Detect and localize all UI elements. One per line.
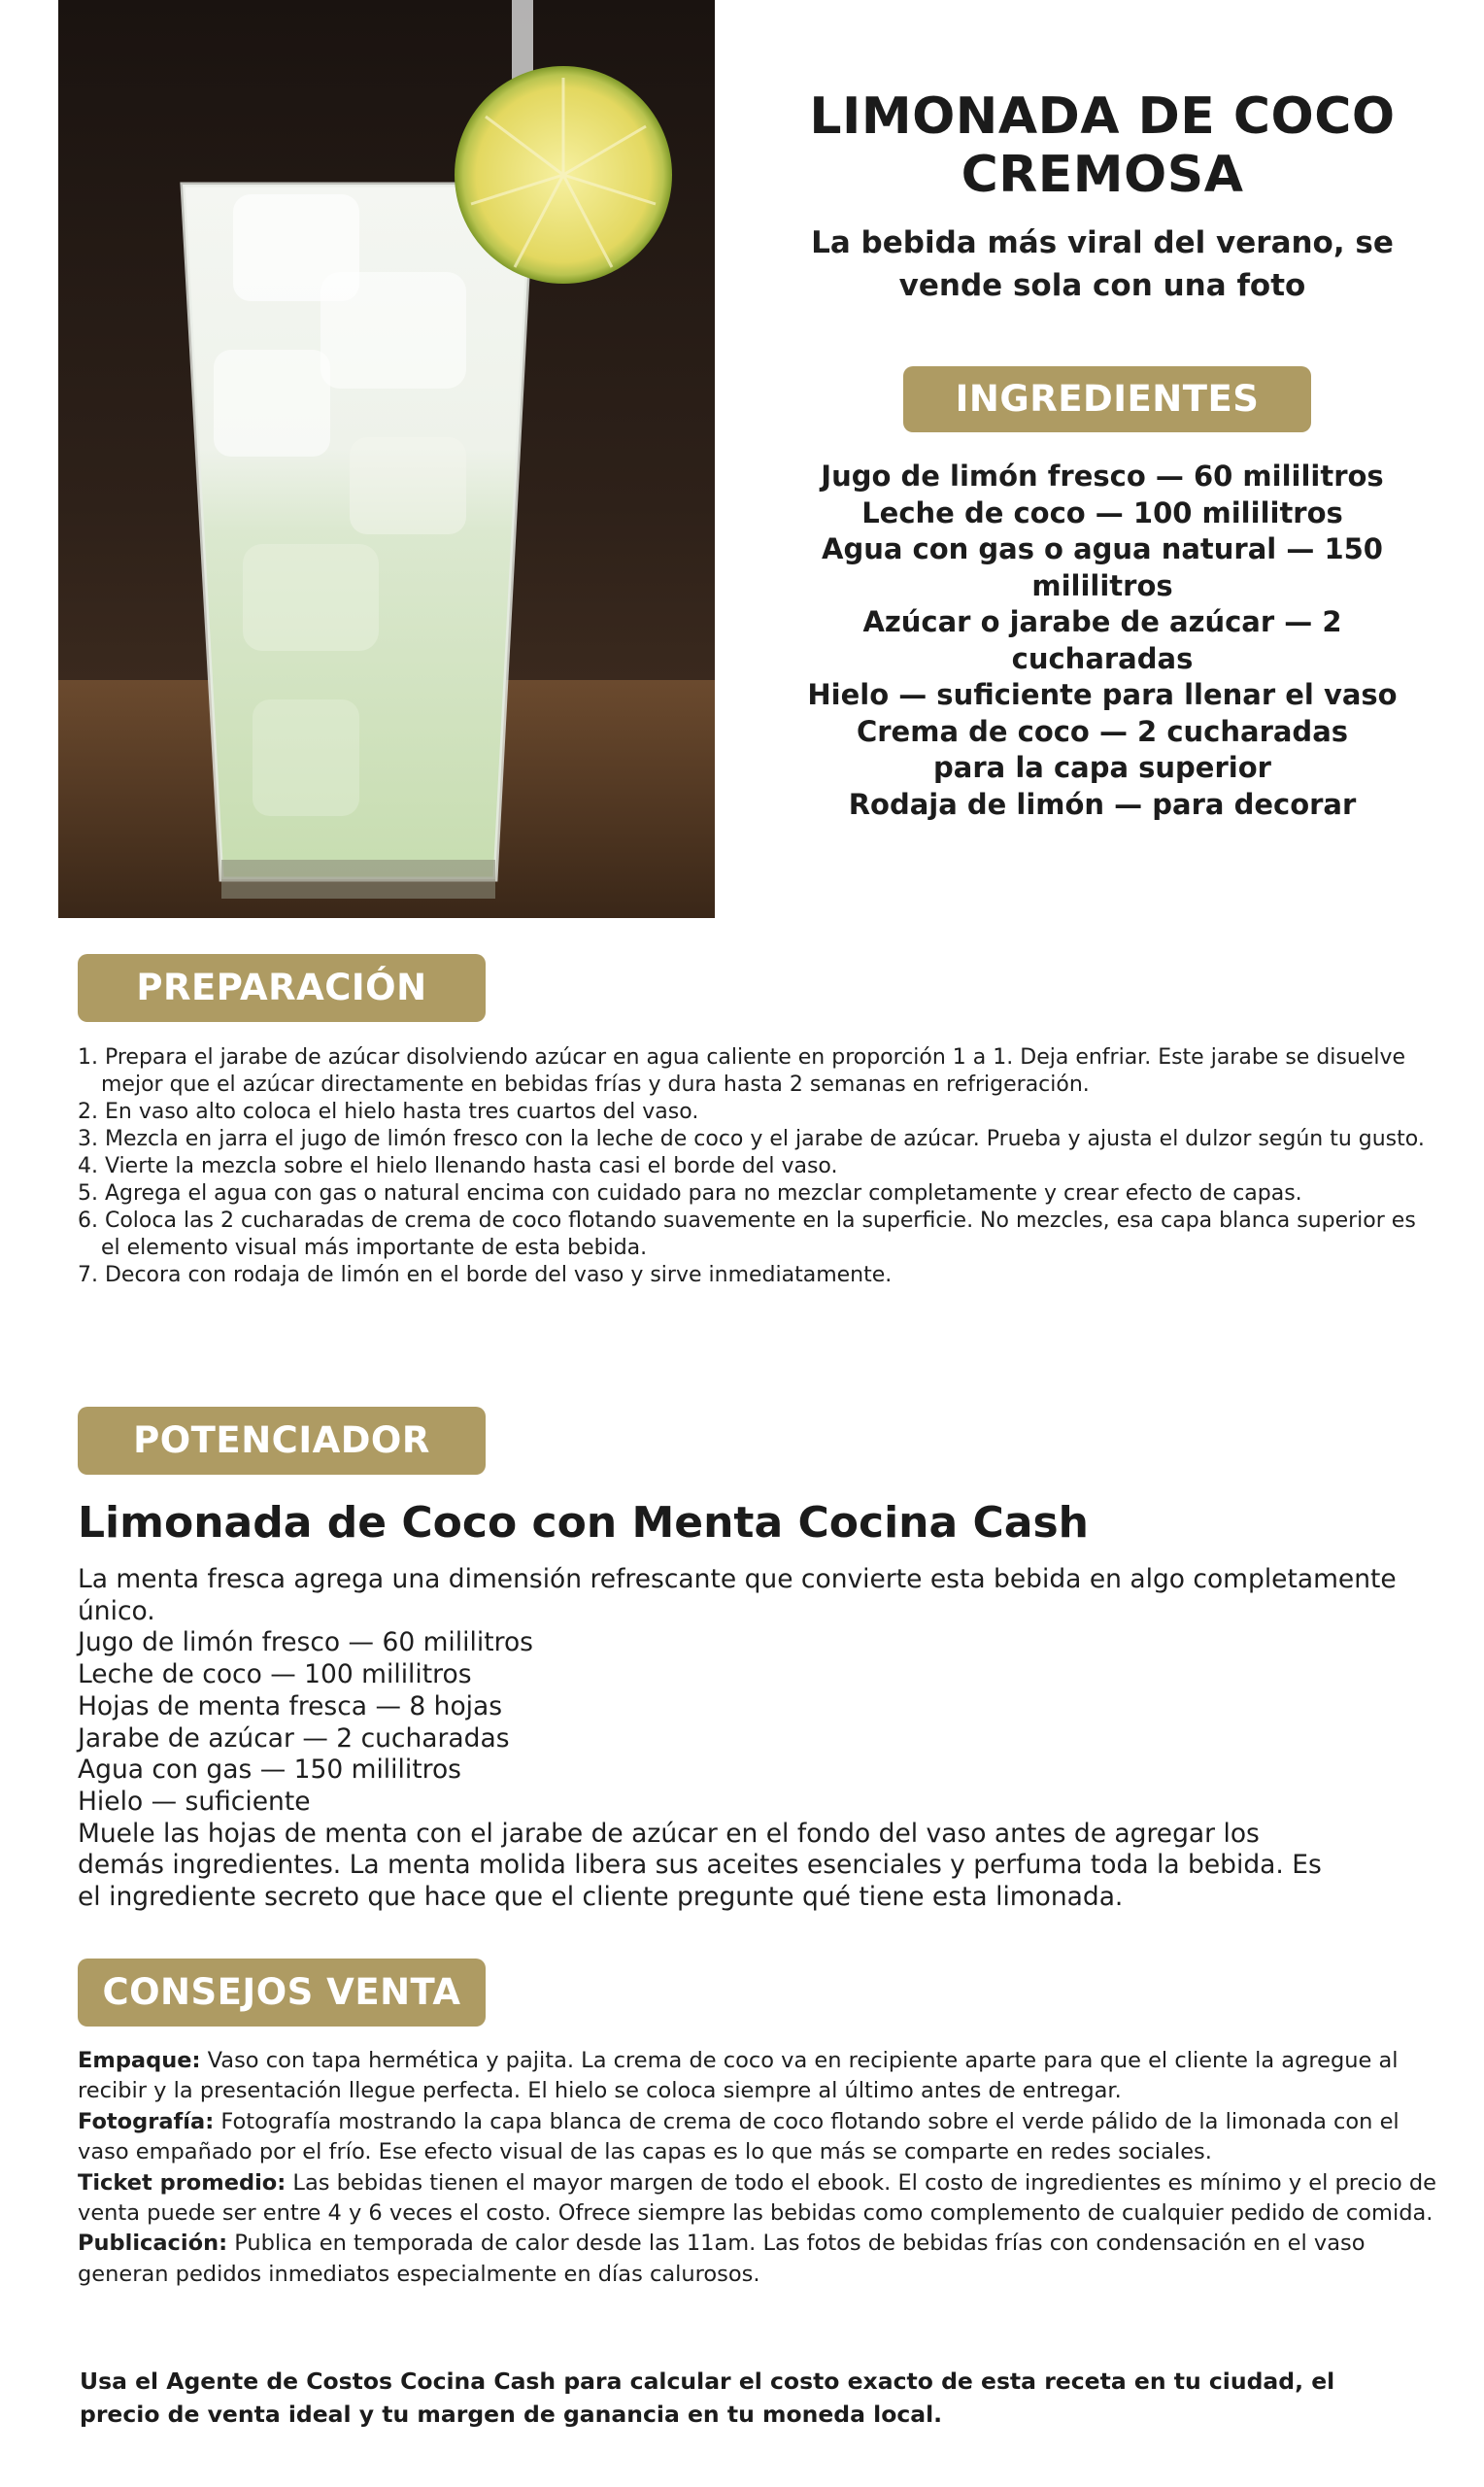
ingredient-item: Rodaja de limón — para decorar [848, 787, 1357, 821]
preparation-heading: PREPARACIÓN [78, 954, 486, 1022]
footer-note: Usa el Agente de Costos Cocina Cash para calcular el costo exacto de esta receta en tu ciudad, el precio de venta ideal y tu margen de ganancia en tu moneda local. [80, 2368, 1335, 2428]
tip-text: Fotografía mostrando la capa blanca de crema de coco flotando sobre el verde pálido de la limonada con el vaso empañado por el frío. Ese efecto visual de las capas es lo que más se comparte en redes sociales. [78, 2108, 1400, 2165]
tip-label: Fotografía: [78, 2108, 215, 2134]
step-item: 4. Vierte la mezcla sobre el hielo llenando hasta casi el borde del vaso. [78, 1154, 838, 1178]
booster-heading: POTENCIADOR [78, 1407, 486, 1475]
step-item: 3. Mezcla en jarra el jugo de limón fresco con la leche de coco y el jarabe de azúcar. Prueba y ajusta el dulzor según tu gusto. [78, 1127, 1425, 1151]
booster-title: Limonada de Coco con Menta Cocina Cash [78, 1498, 1089, 1548]
ingredient-item: Agua con gas o agua natural — 150 mililitros [822, 532, 1383, 602]
booster-note: Muele las hojas de menta con el jarabe de azúcar en el fondo del vaso antes de agregar los demás ingredientes. La menta molida libera sus aceites esenciales y perfuma toda la bebida. Es el ingrediente secreto que hace que el cliente pregunte qué tiene esta limonada. [78, 1818, 1322, 1913]
tip-text: Las bebidas tienen el mayor margen de todo el ebook. El costo de ingredientes es mínimo y el precio de venta puede ser entre 4 y 6 veces el costo. Ofrece siempre las bebidas como complemento de cualquier pedido de comida. [78, 2169, 1437, 2227]
sales-tip [78, 2168, 1447, 2230]
booster-item: Hielo — suficiente [78, 1786, 311, 1817]
step-item: 1. Prepara el jarabe de azúcar disolviendo azúcar en agua caliente en proporción 1 a 1. Deja enfriar. Este jarabe se disuelve mejor que el azúcar directamente en bebidas frías y dura hasta 2 semanas en refrigeración. [78, 1045, 1405, 1097]
booster-intro: La menta fresca agrega una dimensión refrescante que convierte esta bebida en algo completamente único. [78, 1564, 1397, 1626]
step-item: 6. Coloca las 2 cucharadas de crema de coco flotando suavemente en la superficie. No mezcles, esa capa blanca superior es el elemento visual más importante de esta bebida. [78, 1209, 1416, 1260]
sales-tip [78, 2229, 1447, 2290]
recipe-title: LIMONADA DE COCO CREMOSA [809, 87, 1396, 204]
tip-label: Ticket promedio: [78, 2169, 287, 2196]
recipe-subtitle: La bebida más viral del verano, se vende sola con una foto [811, 225, 1394, 303]
step-item: 2. En vaso alto coloca el hielo hasta tres cuartos del vaso. [78, 1100, 699, 1124]
step-item: 5. Agrega el agua con gas o natural encima con cuidado para no mezclar completamente y crear efecto de capas. [78, 1181, 1302, 1206]
sales-tip [78, 2046, 1447, 2107]
tip-label: Empaque: [78, 2048, 201, 2073]
booster-body [78, 1564, 1437, 1914]
booster-item: Jarabe de azúcar — 2 cucharadas [78, 1722, 510, 1754]
step-item: 7. Decora con rodaja de limón en el borde del vaso y sirve inmediatamente. [78, 1263, 893, 1287]
tip-text: Publica en temporada de calor desde las 11am. Las fotos de bebidas frías con condensación en el vaso generan pedidos inmediatos especialmente en días calurosos. [78, 2231, 1366, 2287]
ingredient-item: Azúcar o jarabe de azúcar — 2 cucharadas [862, 605, 1342, 675]
booster-item: Hojas de menta fresca — 8 hojas [78, 1690, 503, 1721]
ingredient-item: Crema de coco — 2 cucharadas para la capa superior [856, 714, 1349, 784]
lemonade-glass-illustration [58, 0, 715, 918]
sales-tips-heading: CONSEJOS VENTA [78, 1959, 486, 2027]
sales-tips-list [78, 2046, 1447, 2290]
ingredient-item: Hielo — suficiente para llenar el vaso [807, 678, 1398, 711]
booster-item: Leche de coco — 100 mililitros [78, 1659, 472, 1690]
ingredients-list [777, 459, 1428, 823]
booster-item: Agua con gas — 150 mililitros [78, 1755, 461, 1786]
ingredients-heading: INGREDIENTES [903, 366, 1311, 432]
tip-label: Publicación: [78, 2231, 228, 2257]
sales-tip [78, 2107, 1447, 2168]
ingredient-item: Jugo de limón fresco — 60 mililitros [821, 460, 1384, 493]
preparation-steps [78, 1044, 1437, 1289]
booster-item: Jugo de limón fresco — 60 mililitros [78, 1627, 533, 1658]
ingredient-item: Leche de coco — 100 mililitros [861, 495, 1343, 529]
recipe-photo [58, 0, 715, 918]
tip-text: Vaso con tapa hermética y pajita. La crema de coco va en recipiente aparte para que el cliente la agregue al recibir y la presentación llegue perfecta. El hielo se coloca siempre al último antes de entregar. [78, 2048, 1399, 2104]
